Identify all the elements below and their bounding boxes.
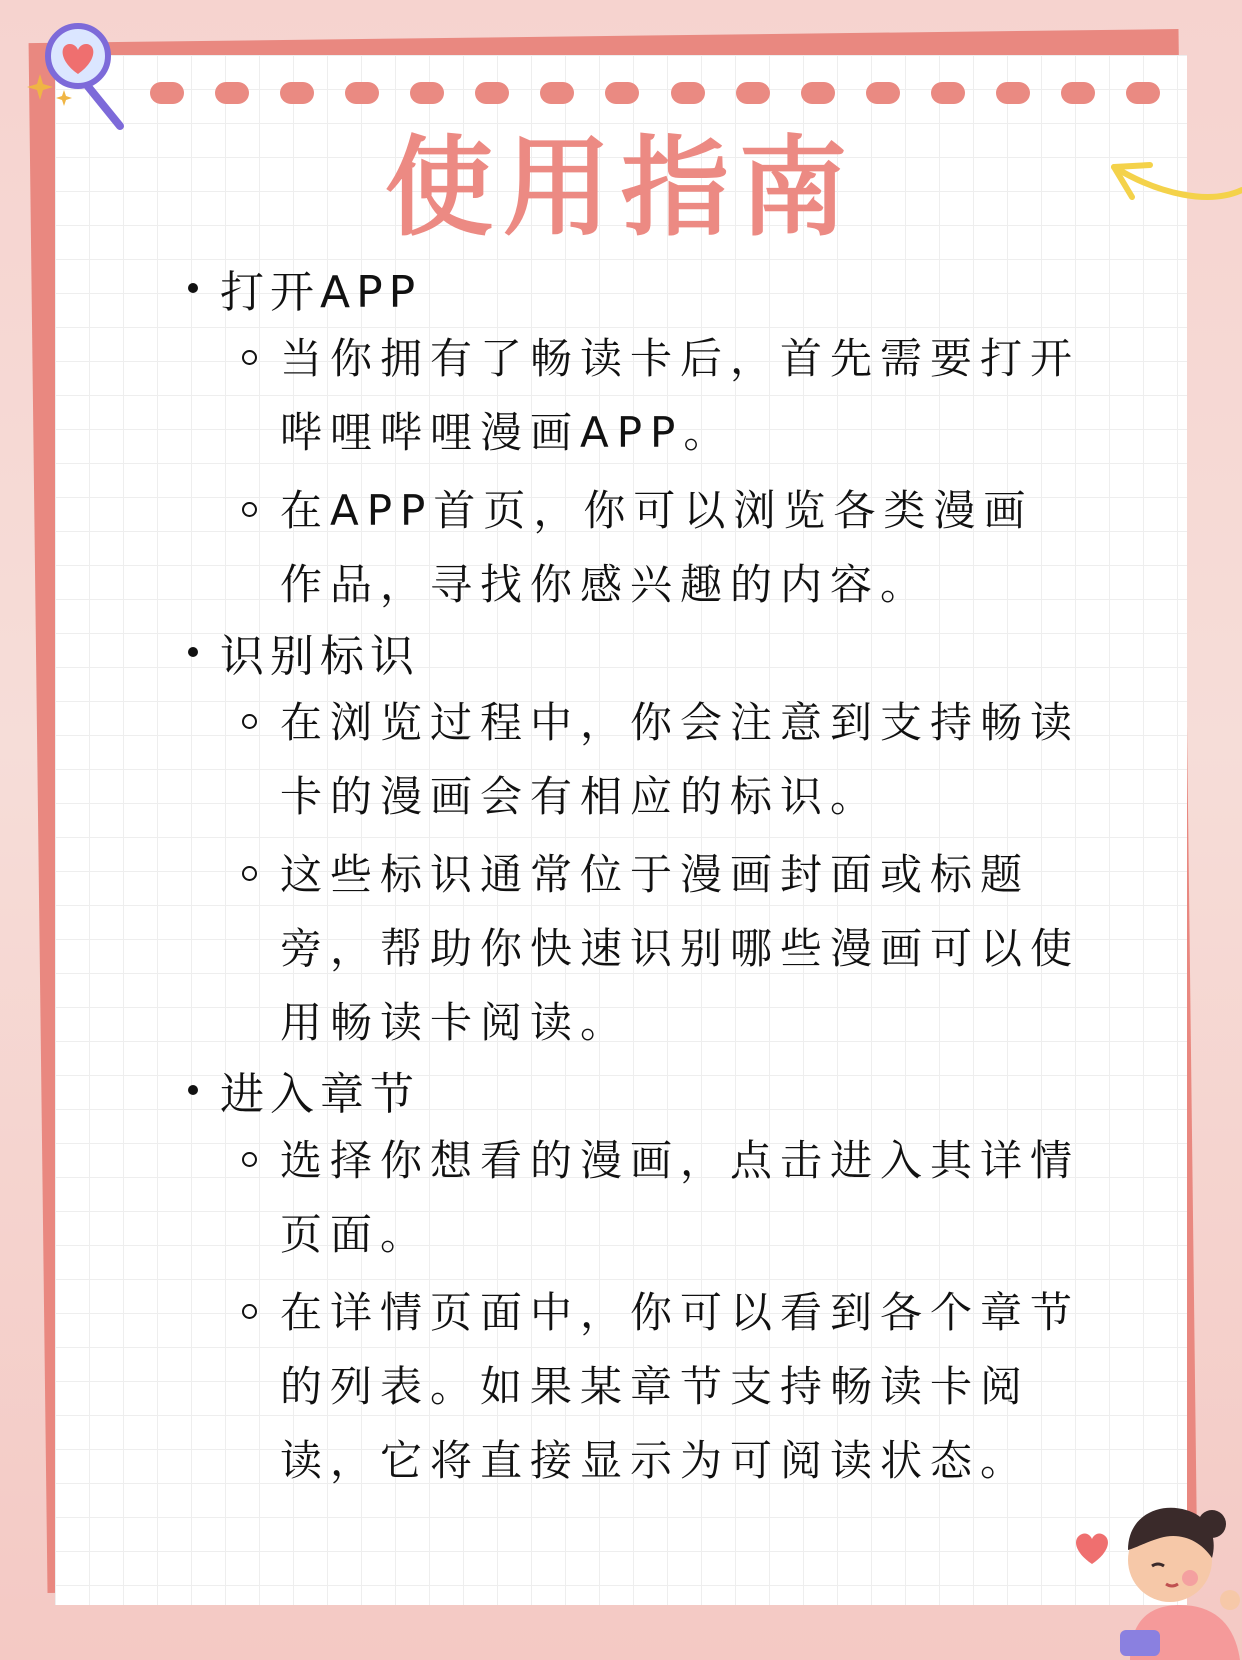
bullet-icon [188,647,198,657]
section-heading-text: 识别标识 [220,631,420,682]
section-enter-chapter [188,1060,1098,1498]
circle-bullet-icon [242,1304,257,1319]
binder-holes [150,82,1160,104]
guide-content [188,258,1098,1498]
list-item [280,1276,1080,1498]
list-item-text: 当你拥有了畅读卡后，首先需要打开哔哩哔哩漫画APP。 [280,334,1081,457]
circle-bullet-icon [242,866,257,881]
list-item [280,322,1080,470]
section-heading-text: 打开APP [220,267,422,318]
section-heading [188,1060,1098,1120]
circle-bullet-icon [242,350,257,365]
list-item-text: 选择你想看的漫画，点击进入其详情页面。 [280,1136,1081,1259]
circle-bullet-icon [242,714,257,729]
sparkle-icon [26,70,76,110]
section-identify-mark [188,622,1098,1060]
list-item-text: 在详情页面中，你可以看到各个章节的列表。如果某章节支持畅读卡阅读，它将直接显示为可阅读状态。 [280,1288,1081,1485]
list-item-text: 这些标识通常位于漫画封面或标题旁，帮助你快速识别哪些漫画可以使用畅读卡阅读。 [280,850,1081,1047]
list-item [280,686,1080,834]
section-open-app [188,258,1098,622]
page-title: 使用指南 [384,126,857,251]
section-heading-text: 进入章节 [220,1069,420,1120]
circle-bullet-icon [242,1152,257,1167]
list-item [280,838,1080,1060]
list-item-text: 在APP首页，你可以浏览各类漫画作品，寻找你感兴趣的内容。 [280,486,1034,609]
girl-sticker [1100,1480,1242,1660]
bullet-icon [188,283,198,293]
section-heading [188,622,1098,682]
circle-bullet-icon [242,502,257,517]
list-item [280,1124,1080,1272]
list-item-text: 在浏览过程中，你会注意到支持畅读卡的漫画会有相应的标识。 [280,698,1081,821]
list-item [280,474,1080,622]
section-heading [188,258,1098,318]
bullet-icon [188,1085,198,1095]
